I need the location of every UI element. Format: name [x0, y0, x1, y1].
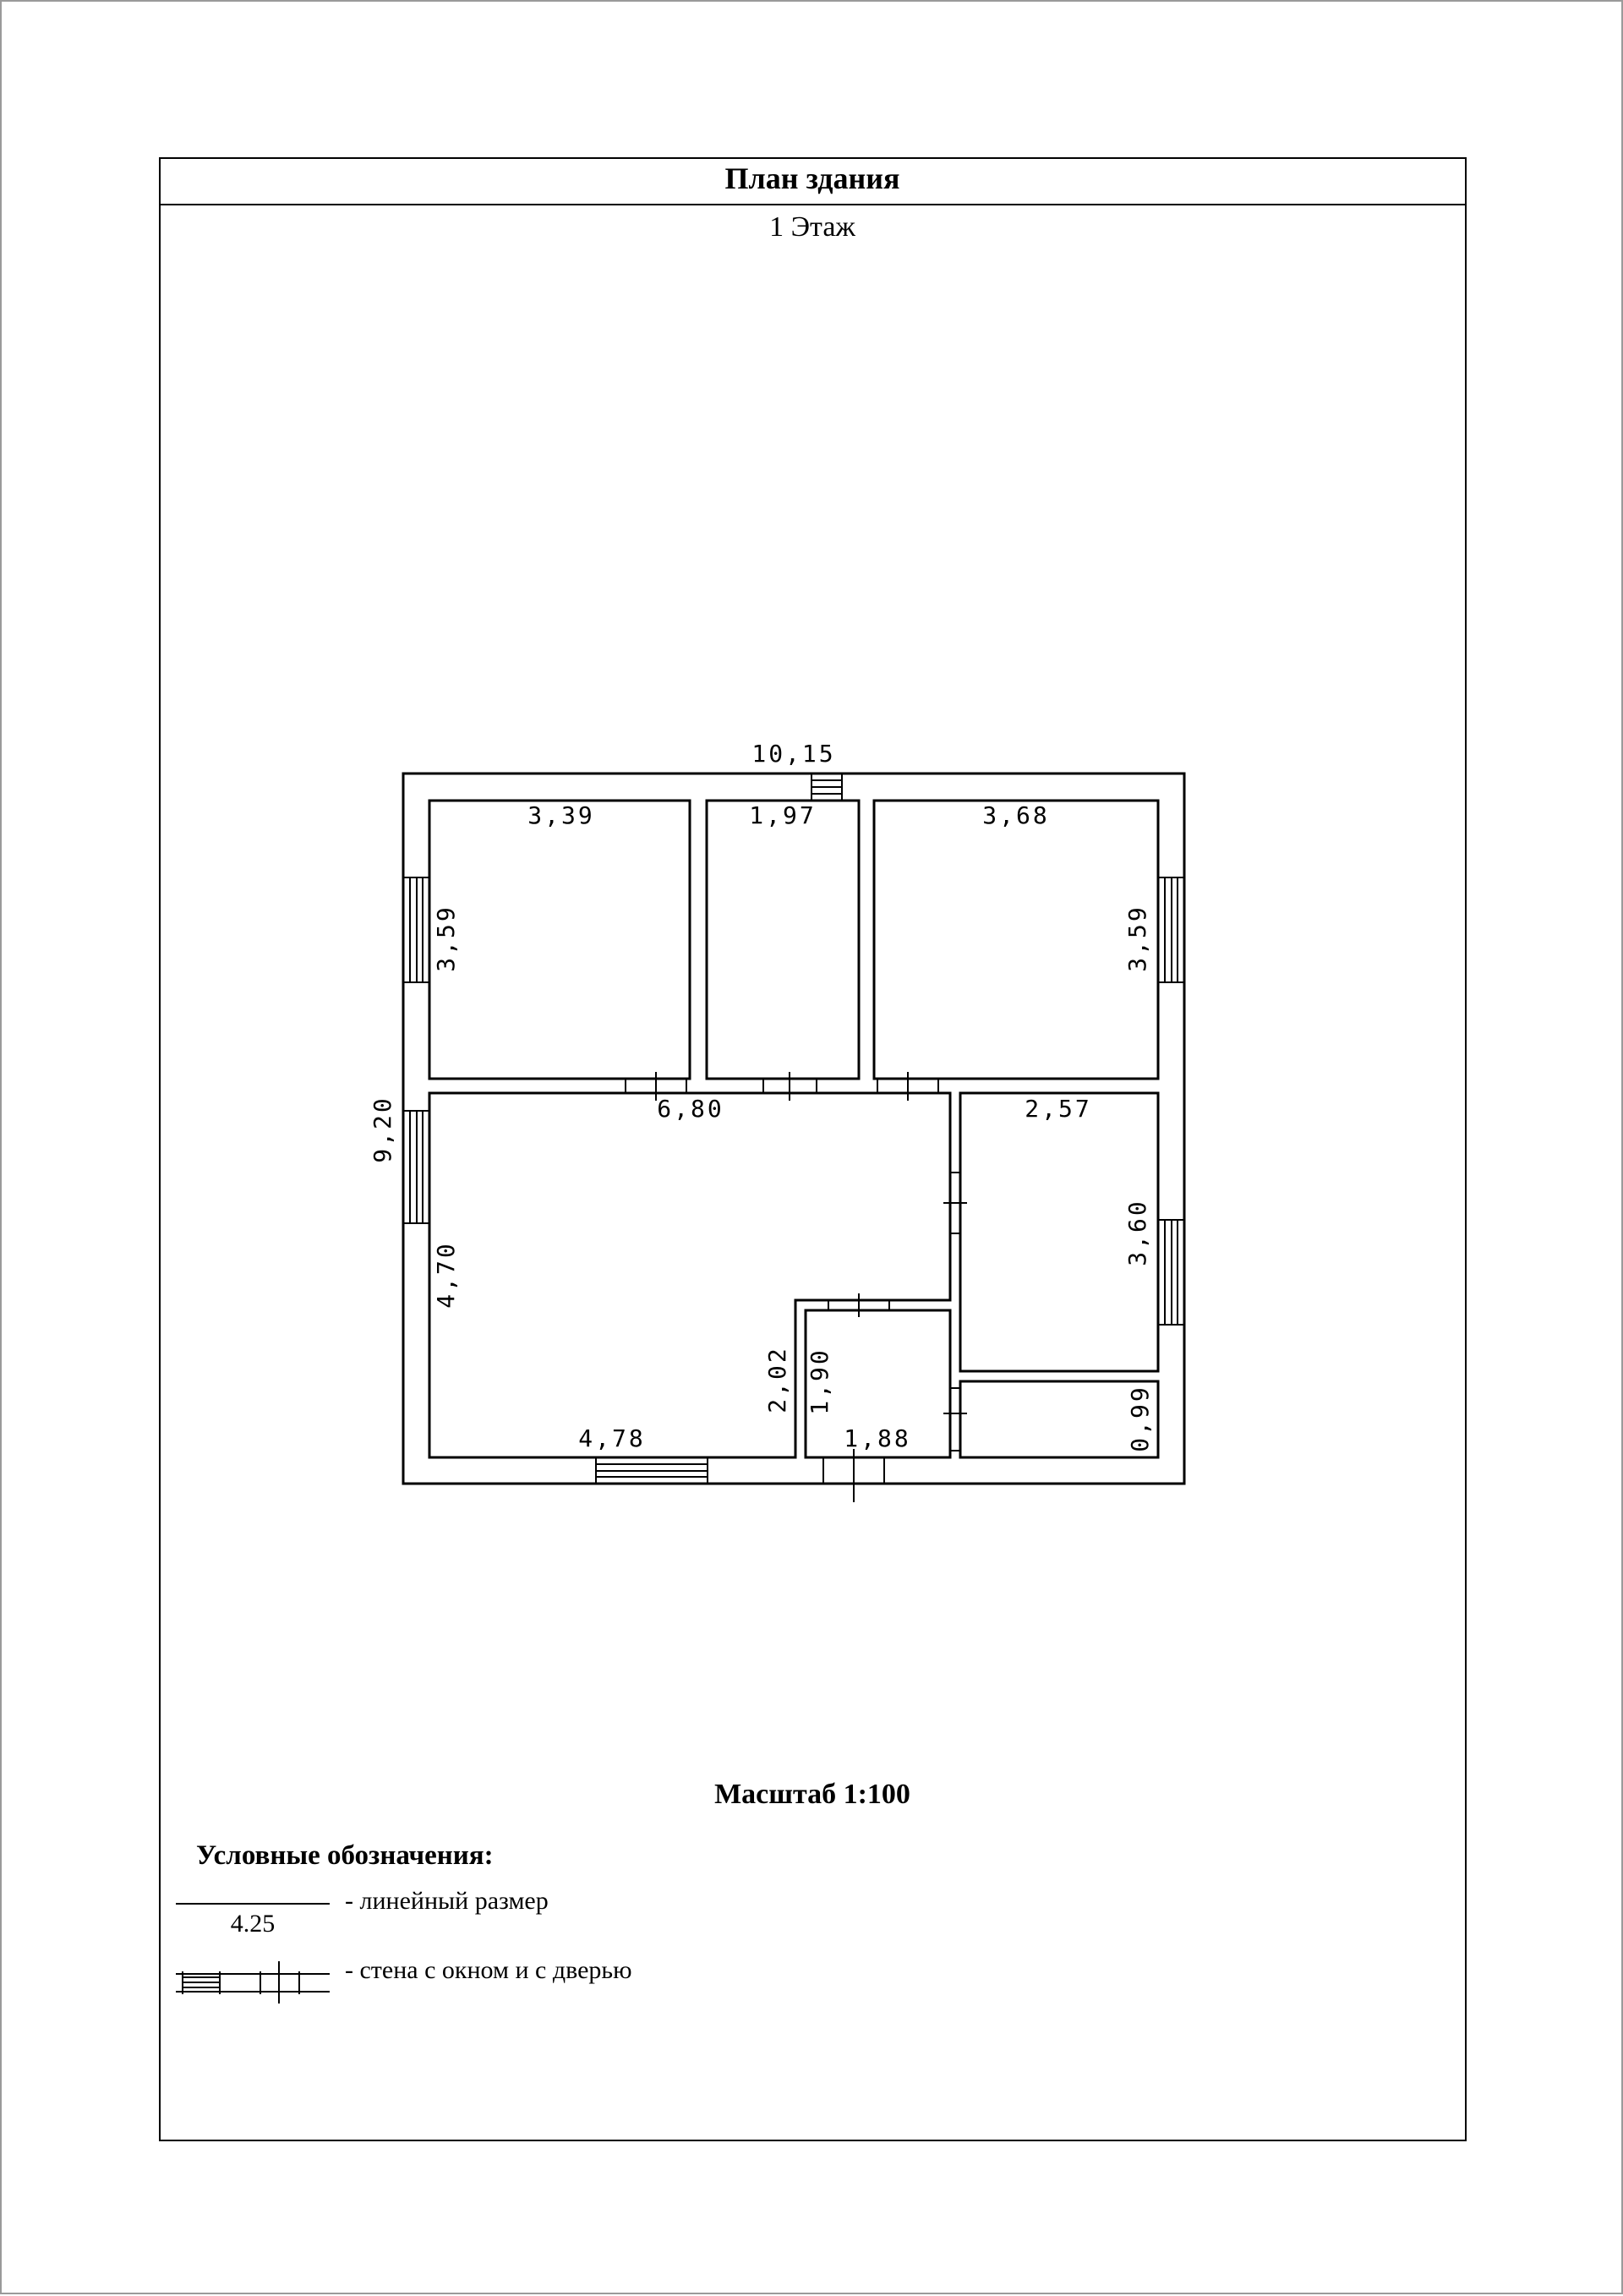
dim-room5-width: 2,57 [1025, 1095, 1092, 1123]
window-left-2 [403, 1111, 429, 1223]
room-2 [707, 801, 859, 1079]
legend [176, 1840, 632, 2004]
dim-room1-width: 3,39 [527, 801, 595, 829]
scale-label: Масштаб 1:100 [714, 1779, 910, 1810]
page-title: План здания [724, 161, 900, 195]
dim-room2-width: 1,97 [749, 801, 817, 829]
floor-plan-drawing [2, 2, 1623, 2296]
windows [403, 774, 1184, 1484]
legend-wall-symbol [176, 1961, 330, 2004]
window-right-1 [1158, 877, 1184, 982]
dim-hall-bottom: 4,78 [578, 1424, 646, 1452]
door-room3 [877, 1072, 938, 1101]
door-room5 [943, 1173, 967, 1233]
dim-room5-height: 3,60 [1123, 1199, 1151, 1266]
legend-sample-value: 4.25 [230, 1910, 276, 1938]
room-3 [874, 801, 1158, 1079]
dim-overall-height: 9,20 [369, 1096, 396, 1163]
window-right-2 [1158, 1220, 1184, 1325]
room-1 [429, 801, 690, 1079]
window-left-1 [403, 877, 429, 982]
dim-small-room-height: 0,99 [1126, 1385, 1154, 1452]
dim-bath-height: 1,90 [806, 1348, 833, 1415]
hall [429, 1093, 950, 1457]
dim-room3-width: 3,68 [982, 801, 1050, 829]
dim-room1-height: 3,59 [432, 905, 460, 972]
door-small-room [943, 1388, 967, 1451]
dim-hall-width: 6,80 [657, 1095, 724, 1123]
legend-linear-dimension: - линейный размер [345, 1887, 549, 1915]
window-bottom [596, 1457, 708, 1484]
walls [403, 774, 1184, 1484]
dim-room3-height: 3,59 [1123, 905, 1151, 972]
dimension-labels [369, 740, 1154, 1452]
dim-hall-height: 4,70 [432, 1241, 460, 1309]
floor-label: 1 Этаж [769, 211, 855, 243]
dim-overall-width: 10,15 [751, 740, 836, 768]
outer-wall [403, 774, 1184, 1484]
legend-heading: Условные обозначения: [196, 1840, 494, 1871]
dim-bath-width: 1,88 [844, 1424, 911, 1452]
window-top [812, 774, 842, 801]
door-room2 [763, 1072, 817, 1101]
legend-wall-window-door: - стена с окном и с дверью [345, 1956, 632, 1984]
dim-bath-height-outer: 2,02 [763, 1346, 791, 1413]
door-bathroom [828, 1293, 889, 1317]
